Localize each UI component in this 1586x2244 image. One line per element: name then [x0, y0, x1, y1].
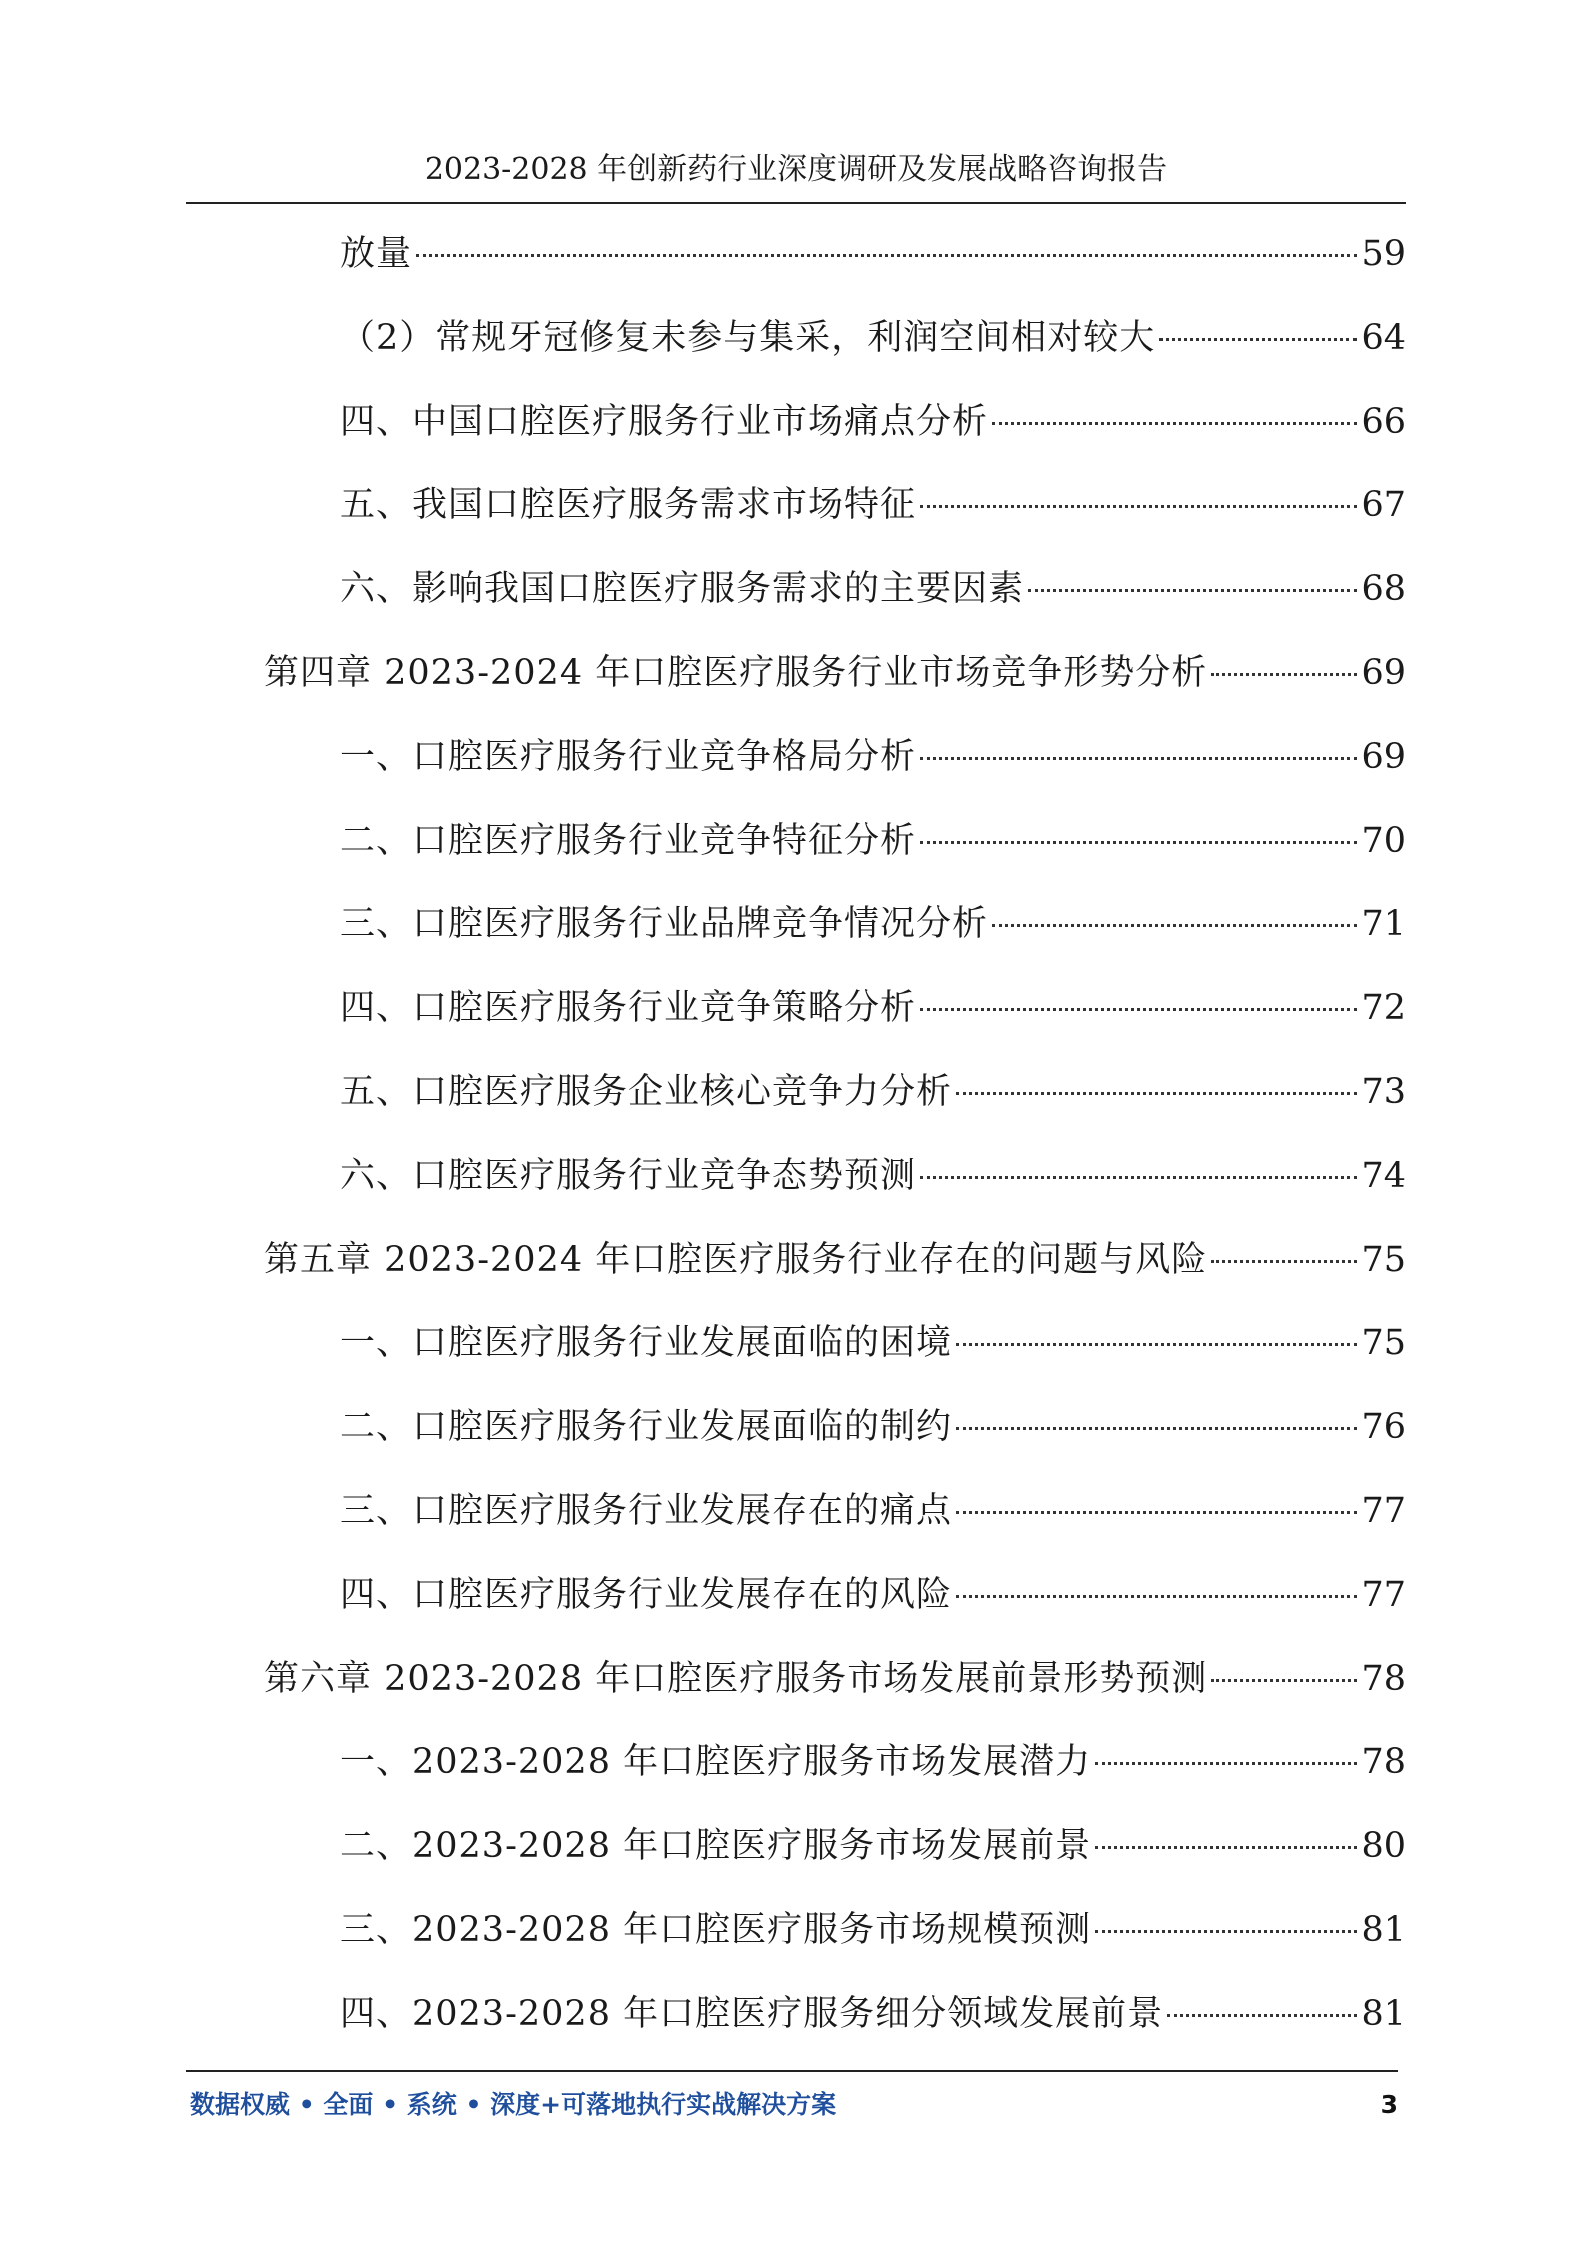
toc-entry-page: 59: [1361, 234, 1406, 274]
toc-entry-title: 一、2023-2028 年口腔医疗服务市场发展潜力: [340, 1742, 1092, 1782]
toc-entry-page: 78: [1361, 1659, 1406, 1699]
toc-entry-title: 一、口腔医疗服务行业竞争格局分析: [340, 737, 917, 777]
toc-entry-page: 69: [1361, 653, 1406, 693]
toc-dot-leader: [920, 505, 1357, 508]
toc-entry-title: 三、口腔医疗服务行业品牌竞争情况分析: [340, 904, 989, 944]
toc-entry-page: 75: [1361, 1240, 1406, 1280]
toc-entry-page: 77: [1361, 1575, 1406, 1615]
toc-dot-leader: [1095, 1930, 1357, 1933]
toc-entry-title: （2）常规牙冠修复未参与集采，利润空间相对较大: [340, 318, 1156, 358]
toc-entry-page: 74: [1361, 1156, 1406, 1196]
toc-entry-title: 六、口腔医疗服务行业竞争态势预测: [340, 1156, 917, 1196]
toc-entry-title: 第五章 2023-2024 年口腔医疗服务行业存在的问题与风险: [264, 1240, 1208, 1280]
toc-entry-title: 五、我国口腔医疗服务需求市场特征: [340, 485, 917, 525]
toc-entry[interactable]: [264, 1653, 1406, 1705]
toc-entry[interactable]: [340, 1401, 1406, 1453]
toc-entry-page: 67: [1361, 485, 1406, 525]
toc-entry-title: 一、口腔医疗服务行业发展面临的困境: [340, 1323, 953, 1363]
toc-entry[interactable]: [340, 1736, 1406, 1788]
toc-dot-leader: [1159, 338, 1357, 341]
toc-dot-leader: [956, 1595, 1357, 1598]
toc-entry[interactable]: [340, 1988, 1406, 2040]
toc-entry[interactable]: [340, 563, 1406, 615]
toc-dot-leader: [1211, 1260, 1357, 1263]
toc-dot-leader: [1211, 1679, 1357, 1682]
toc-entry[interactable]: [340, 1904, 1406, 1956]
footer-divider: [186, 2070, 1398, 2072]
toc-entry-page: 72: [1361, 988, 1406, 1028]
toc-entry-page: 75: [1361, 1323, 1406, 1363]
page-header-title: 2023-2028 年创新药行业深度调研及发展战略咨询报告: [424, 152, 1168, 187]
toc-dot-leader: [956, 1427, 1357, 1430]
toc-dot-leader: [1167, 2014, 1357, 2017]
toc-entry-title: 二、口腔医疗服务行业竞争特征分析: [340, 821, 917, 861]
toc-dot-leader: [1211, 673, 1357, 676]
toc-entry[interactable]: [340, 1820, 1406, 1872]
toc-entry-title: 三、2023-2028 年口腔医疗服务市场规模预测: [340, 1910, 1092, 1950]
toc-dot-leader: [956, 1092, 1357, 1095]
toc-entry-page: 73: [1361, 1072, 1406, 1112]
toc-entry-title: 放量: [340, 234, 413, 274]
toc-entry-title: 五、口腔医疗服务企业核心竞争力分析: [340, 1072, 953, 1112]
toc-entry[interactable]: [340, 1317, 1406, 1369]
toc-entry-page: 70: [1361, 821, 1406, 861]
toc-entry-page: 76: [1361, 1407, 1406, 1447]
toc-entry[interactable]: [340, 396, 1406, 448]
toc-entry-page: 81: [1361, 1994, 1406, 2034]
toc-entry[interactable]: [340, 312, 1406, 364]
toc-entry-page: 80: [1361, 1826, 1406, 1866]
toc-dot-leader: [956, 1343, 1357, 1346]
toc-entry-page: 68: [1361, 569, 1406, 609]
toc-dot-leader: [1095, 1846, 1357, 1849]
toc-entry-title: 二、口腔医疗服务行业发展面临的制约: [340, 1407, 953, 1447]
toc-entry-title: 六、影响我国口腔医疗服务需求的主要因素: [340, 569, 1025, 609]
toc-entry[interactable]: [340, 479, 1406, 531]
toc-entry[interactable]: [340, 228, 1406, 280]
page-number: 3: [1380, 2090, 1398, 2119]
toc-entry[interactable]: [264, 1234, 1406, 1286]
toc-entry-title: 三、口腔医疗服务行业发展存在的痛点: [340, 1491, 953, 1531]
toc-entry[interactable]: [340, 898, 1406, 950]
toc-entry-title: 二、2023-2028 年口腔医疗服务市场发展前景: [340, 1826, 1092, 1866]
toc-entry[interactable]: [340, 1150, 1406, 1202]
toc-entry-title: 四、2023-2028 年口腔医疗服务细分领域发展前景: [340, 1994, 1164, 2034]
toc-dot-leader: [1095, 1762, 1357, 1765]
toc-entry-title: 四、口腔医疗服务行业竞争策略分析: [340, 988, 917, 1028]
toc-dot-leader: [920, 841, 1357, 844]
toc-entry[interactable]: [340, 815, 1406, 867]
toc-entry-page: 69: [1361, 737, 1406, 777]
toc-dot-leader: [416, 254, 1357, 257]
toc-dot-leader: [1028, 589, 1357, 592]
header-divider: [186, 202, 1406, 204]
toc-entry[interactable]: [340, 1569, 1406, 1621]
toc-dot-leader: [956, 1511, 1357, 1514]
toc-entry[interactable]: [340, 1485, 1406, 1537]
toc-entry-page: 64: [1361, 318, 1406, 358]
toc-entry-title: 四、中国口腔医疗服务行业市场痛点分析: [340, 402, 989, 442]
toc-entry-page: 66: [1361, 402, 1406, 442]
toc-dot-leader: [920, 1008, 1357, 1011]
toc-dot-leader: [920, 757, 1357, 760]
toc-dot-leader: [920, 1176, 1357, 1179]
toc-entry-page: 77: [1361, 1491, 1406, 1531]
toc-entry-title: 四、口腔医疗服务行业发展存在的风险: [340, 1575, 953, 1615]
toc-entry-page: 81: [1361, 1910, 1406, 1950]
toc-entry[interactable]: [340, 731, 1406, 783]
toc-entry[interactable]: [340, 982, 1406, 1034]
toc-entry-title: 第四章 2023-2024 年口腔医疗服务行业市场竞争形势分析: [264, 653, 1208, 693]
footer-slogan: 数据权威 • 全面 • 系统 • 深度+可落地执行实战解决方案: [190, 2090, 837, 2119]
toc-entry-page: 78: [1361, 1742, 1406, 1782]
toc-entry-title: 第六章 2023-2028 年口腔医疗服务市场发展前景形势预测: [264, 1659, 1208, 1699]
toc-entry[interactable]: [264, 647, 1406, 699]
toc-dot-leader: [992, 924, 1357, 927]
toc-entry-page: 71: [1361, 904, 1406, 944]
toc-dot-leader: [992, 422, 1357, 425]
toc-entry[interactable]: [340, 1066, 1406, 1118]
